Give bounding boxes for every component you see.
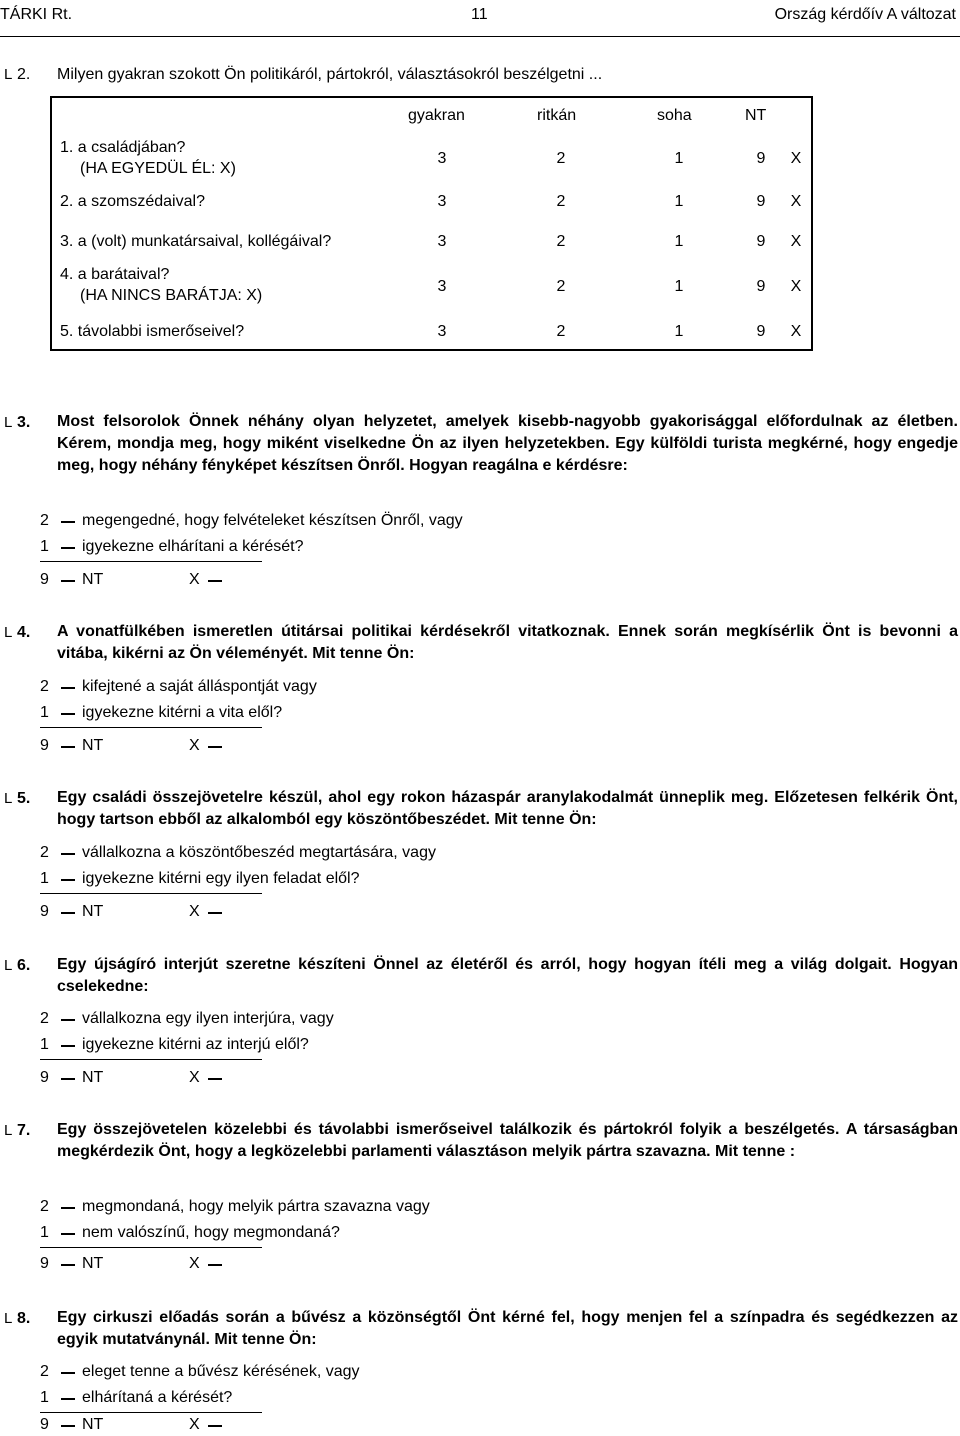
column-header-ritkan: ritkán: [537, 107, 577, 124]
answer-code: 9: [40, 737, 49, 754]
nt-label: NT: [82, 571, 104, 588]
code-x[interactable]: X: [790, 150, 802, 167]
dash: [208, 1264, 222, 1266]
dash: [61, 746, 75, 748]
dash: [61, 1233, 75, 1235]
answer-code: 2: [40, 512, 49, 529]
column-header-soha: soha: [657, 107, 692, 124]
question-marker: L: [4, 957, 13, 974]
question-number: 7.: [17, 1122, 31, 1139]
question-text: Most felsorolok Önnek néhány olyan helyzetet, amelyek kisebb-nagyobb gyakorisággal előfordulnak az életben. Kérem, mondja meg, hogy miként viselkedne Ön az ilyen helyzetekben. Egy külföldi turista megkérné, hogy engedje meg, hogy néhány fényképet készítsen Önről. Hogyan reagálna e kérdésre:: [57, 413, 958, 474]
code-1[interactable]: 1: [674, 193, 684, 210]
answer-code: 9: [40, 1069, 49, 1086]
code-3[interactable]: 3: [437, 278, 447, 295]
code-x[interactable]: X: [790, 323, 802, 340]
answer-code: 2: [40, 1363, 49, 1380]
question-text: A vonatfülkében ismeretlen útitársai politikai kérdésekről vitatkoznak. Ennek során megkísérlik Önt is bevonni a vitába, kikérni az Ön véleményét. Mit tenne Ön:: [57, 623, 958, 662]
header-org: TÁRKI Rt.: [0, 6, 73, 23]
answer-label: megengedné, hogy felvételeket készítsen Önről, vagy: [82, 512, 463, 529]
page-header: [0, 6, 960, 28]
answer-code: 1: [40, 1389, 49, 1406]
dash: [61, 1425, 75, 1427]
x-label: X: [189, 903, 200, 920]
row-label: 4. a barátaival?: [60, 266, 170, 283]
question-text: Egy családi összejövetelre készül, ahol egy rokon házaspár aranylakodalmát ünneplik meg. Előzetesen felkérik Önt, hogy tartson ebből az alkalomból egy köszöntőbeszédet. Mit tenne Ön:: [57, 789, 958, 828]
dash: [208, 1425, 222, 1427]
code-2[interactable]: 2: [556, 233, 566, 250]
nt-label: NT: [82, 737, 104, 754]
dash: [61, 912, 75, 914]
page-number: 11: [471, 6, 488, 23]
answer-code: 2: [40, 844, 49, 861]
code-x[interactable]: X: [790, 278, 802, 295]
dash: [61, 580, 75, 582]
x-label: X: [189, 1069, 200, 1086]
question-marker: L: [4, 1310, 13, 1327]
dash: [61, 1207, 75, 1209]
nt-label: NT: [82, 1416, 104, 1433]
code-1[interactable]: 1: [674, 233, 684, 250]
question-number: 2.: [17, 66, 31, 83]
x-label: X: [189, 571, 200, 588]
answer-label: igyekezne kitérni az interjú elől?: [82, 1036, 309, 1053]
header-questionnaire-name: Ország kérdőív A változat: [774, 6, 956, 23]
answer-code: 9: [40, 903, 49, 920]
nt-label: NT: [82, 1069, 104, 1086]
code-2[interactable]: 2: [556, 323, 566, 340]
header-rule: [0, 36, 960, 37]
answer-code: 9: [40, 571, 49, 588]
dash: [61, 687, 75, 689]
dash: [208, 1078, 222, 1080]
answer-label: igyekezne kitérni a vita elől?: [82, 704, 283, 721]
answer-label: eleget tenne a bűvész kérésének, vagy: [82, 1363, 360, 1380]
row-label: 2. a szomszédaival?: [60, 193, 205, 210]
dash: [208, 912, 222, 914]
dash: [61, 1019, 75, 1021]
question-number: 8.: [17, 1310, 31, 1327]
question-text: Egy újságíró interjút szeretne készíteni Önnel az életéről és arról, hogy hogyan ítéli meg a világ dolgait. Hogyan cselekedne:: [57, 956, 958, 995]
x-label: X: [189, 737, 200, 754]
dash: [61, 1398, 75, 1400]
answer-label: igyekezne kitérni egy ilyen feladat elől?: [82, 870, 360, 887]
row-note: (HA EGYEDÜL ÉL: X): [80, 160, 236, 177]
separator-line: [40, 561, 262, 562]
question-number: 6.: [17, 957, 31, 974]
answer-label: kifejtené a saját álláspontját vagy: [82, 678, 317, 695]
separator-line: [40, 1247, 262, 1248]
dash: [208, 580, 222, 582]
code-3[interactable]: 3: [437, 150, 447, 167]
code-9[interactable]: 9: [756, 193, 766, 210]
row-note: (HA NINCS BARÁTJA: X): [80, 287, 263, 304]
dash: [61, 1078, 75, 1080]
code-9[interactable]: 9: [756, 150, 766, 167]
question-marker: L: [4, 414, 13, 431]
code-x[interactable]: X: [790, 193, 802, 210]
answer-label: elhárítaná a kérését?: [82, 1389, 233, 1406]
dash: [61, 713, 75, 715]
answer-code: 1: [40, 1036, 49, 1053]
frequency-grid: [50, 96, 813, 351]
row-label: 5. távolabbi ismerőseivel?: [60, 323, 245, 340]
answer-code: 2: [40, 1010, 49, 1027]
code-x[interactable]: X: [790, 233, 802, 250]
question-number: 4.: [17, 624, 31, 641]
answer-code: 1: [40, 704, 49, 721]
dash: [208, 746, 222, 748]
answer-label: vállalkozna egy ilyen interjúra, vagy: [82, 1010, 334, 1027]
answer-code: 1: [40, 870, 49, 887]
dash: [61, 1372, 75, 1374]
question-marker: L: [4, 66, 13, 83]
answer-label: vállalkozna a köszöntőbeszéd megtartására, vagy: [82, 844, 436, 861]
code-1[interactable]: 1: [674, 150, 684, 167]
question-marker: L: [4, 790, 13, 807]
dash: [61, 853, 75, 855]
code-2[interactable]: 2: [556, 278, 566, 295]
x-label: X: [189, 1416, 200, 1433]
answer-code: 2: [40, 678, 49, 695]
nt-label: NT: [82, 1255, 104, 1272]
code-9[interactable]: 9: [756, 233, 766, 250]
column-header-gyakran: gyakran: [408, 107, 465, 124]
dash: [61, 879, 75, 881]
row-label: 1. a családjában?: [60, 139, 186, 156]
separator-line: [40, 1059, 262, 1060]
code-3[interactable]: 3: [437, 233, 447, 250]
answer-code: 1: [40, 1224, 49, 1241]
question-marker: L: [4, 624, 13, 641]
question-text: Egy cirkuszi előadás során a bűvész a közönségtől Önt kérné fel, hogy menjen fel a színpadra és segédkezzen az egyik mutatványnál. Mit tenne Ön:: [57, 1309, 958, 1348]
nt-label: NT: [82, 903, 104, 920]
code-9[interactable]: 9: [756, 323, 766, 340]
code-1[interactable]: 1: [674, 278, 684, 295]
x-label: X: [189, 1255, 200, 1272]
code-3[interactable]: 3: [437, 323, 447, 340]
code-2[interactable]: 2: [556, 193, 566, 210]
column-header-nt: NT: [745, 107, 767, 124]
dash: [61, 547, 75, 549]
separator-line: [40, 1412, 262, 1413]
code-3[interactable]: 3: [437, 193, 447, 210]
answer-code: 1: [40, 538, 49, 555]
answer-label: igyekezne elhárítani a kérését?: [82, 538, 304, 555]
row-label: 3. a (volt) munkatársaival, kollégáival?: [60, 233, 332, 250]
code-1[interactable]: 1: [674, 323, 684, 340]
separator-line: [40, 727, 262, 728]
question-title: Milyen gyakran szokott Ön politikáról, pártokról, választásokról beszélgetni ...: [57, 66, 603, 83]
question-number: 3.: [17, 414, 31, 431]
answer-code: 9: [40, 1416, 49, 1433]
separator-line: [40, 893, 262, 894]
answer-code: 9: [40, 1255, 49, 1272]
answer-label: megmondaná, hogy melyik pártra szavazna vagy: [82, 1198, 430, 1215]
question-text: Egy összejövetelen közelebbi és távolabbi ismerőseivel találkozik és pártokról folyik a beszélgetés. A társaságban megkérdezik Önt, hogy a legközelebbi parlamenti választáson melyik pártra szavazna. Mit tenne :: [57, 1121, 958, 1160]
code-2[interactable]: 2: [556, 150, 566, 167]
question-number: 5.: [17, 790, 31, 807]
question-marker: L: [4, 1122, 13, 1139]
answer-label: nem valószínű, hogy megmondaná?: [82, 1224, 340, 1241]
code-9[interactable]: 9: [756, 278, 766, 295]
dash: [61, 521, 75, 523]
dash: [61, 1045, 75, 1047]
dash: [61, 1264, 75, 1266]
answer-code: 2: [40, 1198, 49, 1215]
